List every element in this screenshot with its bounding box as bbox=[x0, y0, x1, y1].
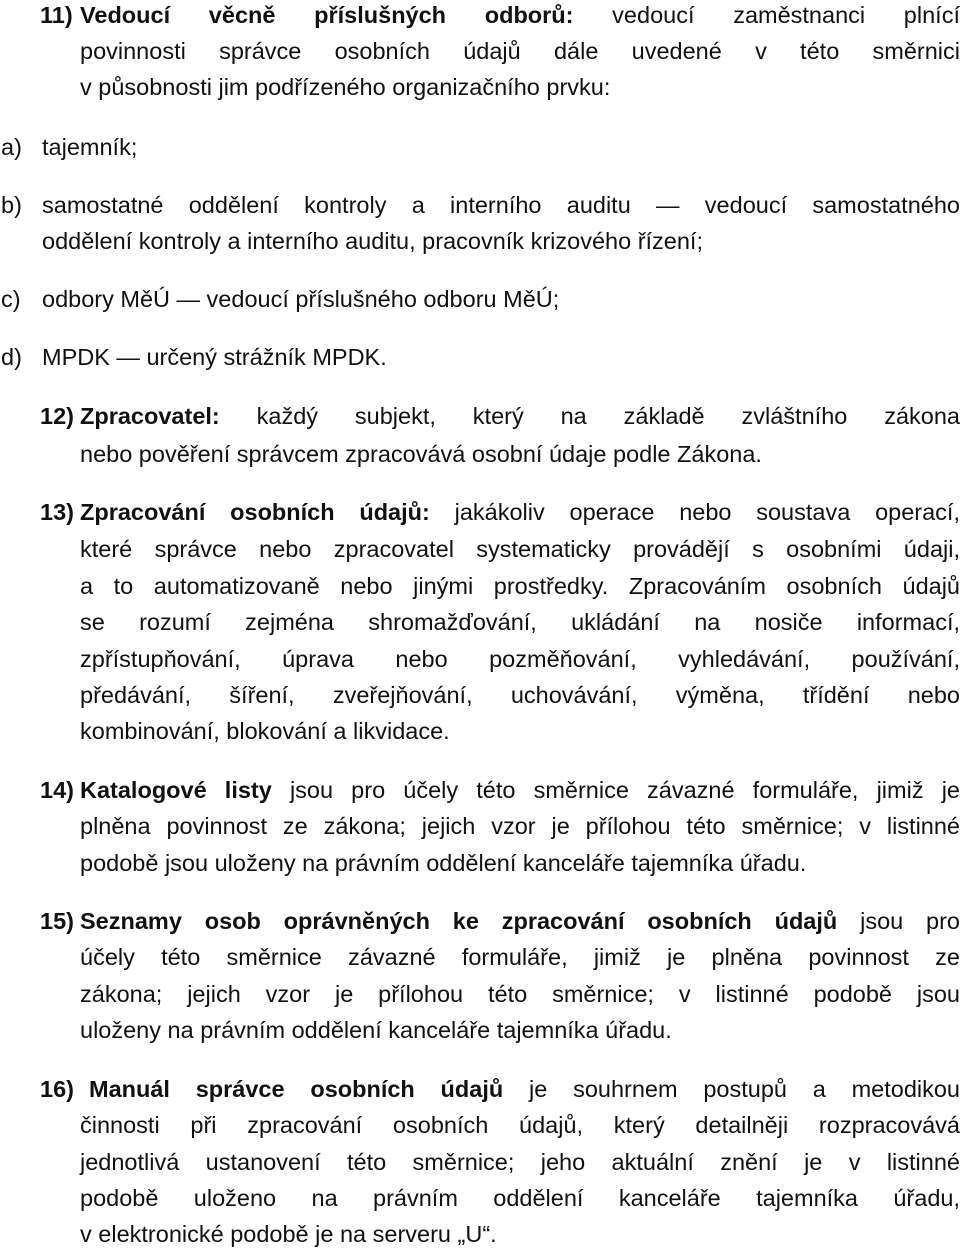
sub-item-c-text: odbory MěÚ — vedoucí příslušného odboru MěÚ; bbox=[42, 286, 560, 312]
item-14-line-3: podobě jsou uloženy na právním oddělení kanceláře tajemníka úřadu. bbox=[80, 850, 807, 876]
sub-item-c-mark: c) bbox=[1, 286, 21, 312]
item-12-term: Zpracovatel: bbox=[80, 403, 220, 429]
sub-item-b-line-1: samostatné oddělení kontroly a interního auditu — vedoucí samostatného bbox=[42, 192, 960, 218]
item-14-term: Katalogové listy bbox=[80, 777, 272, 803]
item-13-line-4: se rozumí zejména shromažďování, ukládání na nosiče informací, bbox=[80, 609, 960, 635]
item-13-term: Zpracování osobních údajů: bbox=[80, 499, 430, 525]
item-11-term: Vedoucí věcně příslušných odborů: bbox=[80, 2, 574, 28]
item-11-line-1-text: vedoucí zaměstnanci plnící bbox=[573, 2, 960, 28]
item-11-line-2: povinnosti správce osobních údajů dále uvedené v této směrnici bbox=[80, 38, 960, 64]
item-number-16: 16) bbox=[40, 1076, 74, 1102]
item-15-term: Seznamy osob oprávněných ke zpracování osobních údajů bbox=[80, 908, 838, 934]
item-16-line-5: v elektronické podobě je na serveru „U“. bbox=[80, 1221, 497, 1247]
item-13-line-2: které správce nebo zpracovatel systematicky provádějí s osobními údaji, bbox=[80, 536, 960, 562]
item-13-line-5: zpřístupňování, úprava nebo pozměňování, vyhledávání, používání, bbox=[80, 646, 960, 672]
item-12-line-2: nebo pověření správcem zpracovává osobní údaje podle Zákona. bbox=[80, 441, 762, 467]
item-number-13: 13) bbox=[40, 499, 74, 525]
item-number-11 bbox=[40, 0, 73, 33]
item-12-line-1 bbox=[80, 398, 960, 434]
item-12-line-1-text: každý subjekt, který na základě zvláštního zákona bbox=[219, 403, 960, 429]
sub-item-b-line-2: oddělení kontroly a interního auditu, pracovník krizového řízení; bbox=[42, 228, 703, 254]
item-13-line-7: kombinování, blokování a likvidace. bbox=[80, 718, 450, 744]
item-14-line-1 bbox=[80, 772, 960, 808]
item-11-line-1 bbox=[80, 0, 960, 33]
item-16-line-3: jednotlivá ustanovení této směrnice; jeho aktuální znění je v listinné bbox=[80, 1149, 960, 1175]
item-16-line-1-text: je souhrnem postupů a metodikou bbox=[503, 1076, 960, 1102]
item-number-11-label: 11) bbox=[40, 2, 73, 28]
sub-item-a-mark: a) bbox=[1, 134, 22, 160]
item-11-line-3: v působnosti jim podřízeného organizačního prvku: bbox=[80, 74, 611, 100]
item-13-line-3: a to automatizovaně nebo jinými prostředky. Zpracováním osobních údajů bbox=[80, 573, 960, 599]
item-15-line-1-text: jsou pro bbox=[837, 908, 960, 934]
item-16-term: Manuál správce osobních údajů bbox=[89, 1076, 504, 1102]
item-14-line-2: plněna povinnost ze zákona; jejich vzor je přílohou této směrnice; v listinné bbox=[80, 813, 960, 839]
item-number-12: 12) bbox=[40, 403, 74, 429]
item-16-line-1 bbox=[89, 1071, 960, 1107]
item-13-line-6: předávání, šíření, zveřejňování, uchovávání, výměna, třídění nebo bbox=[80, 682, 960, 708]
item-15-line-1 bbox=[80, 903, 960, 939]
sub-item-d-mark: d) bbox=[1, 344, 22, 370]
item-13-line-1-text: jakákoliv operace nebo soustava operací, bbox=[429, 499, 960, 525]
item-14-line-1-text: jsou pro účely této směrnice závazné formuláře, jimiž je bbox=[271, 777, 960, 803]
item-13-line-1 bbox=[80, 494, 960, 530]
item-15-line-4: uloženy na právním oddělení kanceláře tajemníka úřadu. bbox=[80, 1017, 672, 1043]
sub-item-d-text: MPDK — určený strážník MPDK. bbox=[42, 344, 387, 370]
item-15-line-3: zákona; jejich vzor je přílohou této směrnice; v listinné podobě jsou bbox=[80, 981, 960, 1007]
item-16-line-4: podobě uloženo na právním oddělení kanceláře tajemníka úřadu, bbox=[80, 1185, 960, 1211]
item-number-15: 15) bbox=[40, 908, 74, 934]
sub-item-a-text: tajemník; bbox=[42, 134, 138, 160]
item-15-line-2: účely této směrnice závazné formuláře, jimiž je plněna povinnost ze bbox=[80, 944, 960, 970]
item-16-line-2: činnosti při zpracování osobních údajů, který detailněji rozpracovává bbox=[80, 1112, 960, 1138]
sub-item-b-mark: b) bbox=[1, 192, 22, 218]
item-number-14: 14) bbox=[40, 777, 74, 803]
